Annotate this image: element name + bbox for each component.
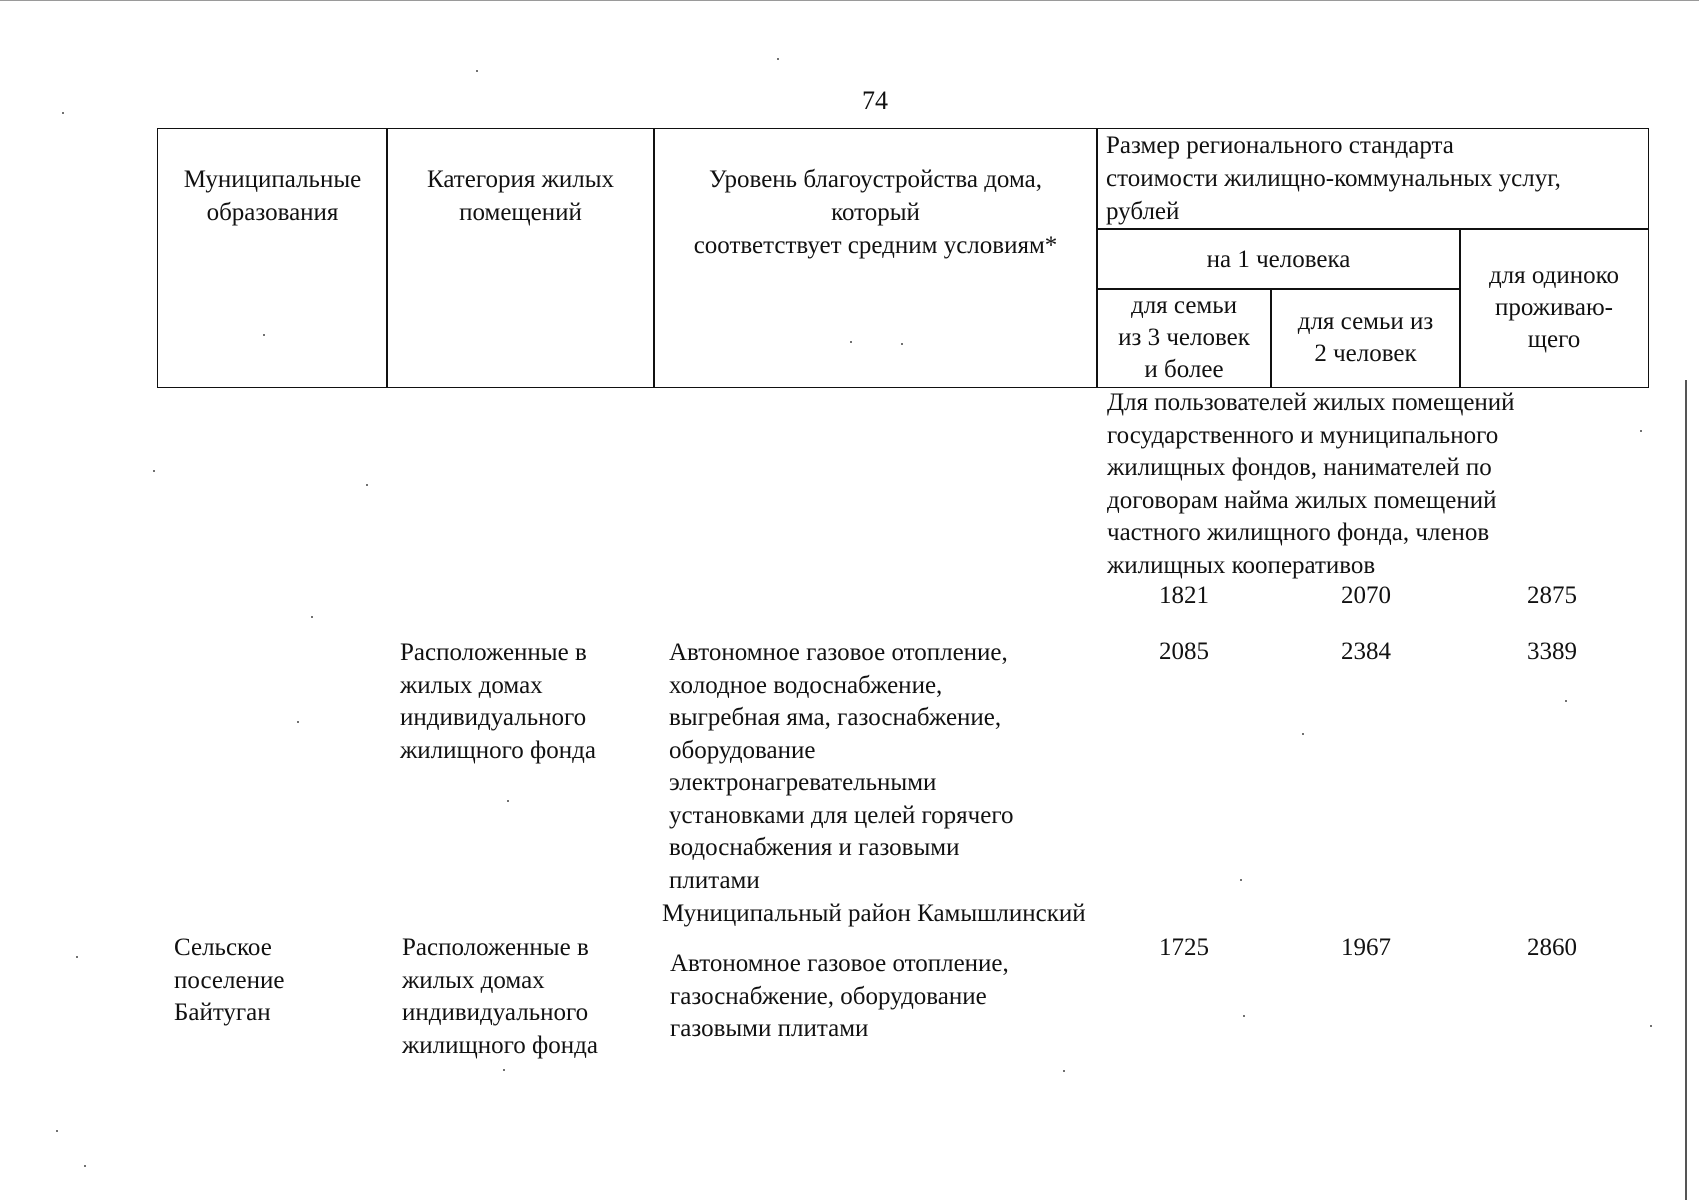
page-number: 74	[862, 86, 888, 115]
header-single: для одиноко проживаю- щего	[1488, 262, 1620, 353]
scan-speck	[850, 341, 852, 343]
header-category: Категория жилых помещений	[427, 166, 614, 226]
scan-right-edge	[1685, 380, 1687, 1200]
scan-speck	[507, 800, 509, 802]
scan-speck	[76, 956, 78, 958]
value-section1-single: 2875	[1527, 582, 1577, 609]
section-heading-users: Для пользователей жилых помещений государственного и муниципального жилищных фондов, нанимателей по договорам найма жилых помещений частного жилищного фонда, членов жилищных кооперативов	[1107, 389, 1515, 579]
scan-speck	[901, 343, 903, 345]
value-section1-family2: 2070	[1341, 582, 1391, 609]
scan-speck	[1302, 733, 1304, 735]
scan-speck	[62, 112, 64, 114]
value-row2-family2: 1967	[1341, 934, 1391, 961]
scan-speck	[777, 58, 779, 60]
value-row2-single: 2860	[1527, 934, 1577, 961]
header-municipal: Муниципальные образования	[183, 166, 362, 226]
header-family3: для семьи из 3 человек и более	[1118, 292, 1250, 383]
scan-speck	[1243, 1015, 1245, 1017]
scan-speck	[311, 616, 313, 618]
scan-speck	[1650, 1025, 1652, 1027]
district-heading: Муниципальный район Камышлинский	[662, 900, 1086, 927]
row2-category: Расположенные в жилых домах индивидуального жилищного фонда	[402, 934, 598, 1059]
value-row1-family2: 2384	[1341, 638, 1391, 665]
scan-speck	[56, 1130, 58, 1132]
scan-speck	[366, 484, 368, 486]
scan-speck	[476, 70, 478, 72]
header-per-person: на 1 человека	[1206, 246, 1351, 273]
scan-speck	[1063, 1070, 1065, 1072]
header-standard: Размер регионального стандарта стоимости жилищно-коммунальных услуг, рублей	[1106, 132, 1561, 225]
row2-level: Автономное газовое отопление, газоснабжение, оборудование газовыми плитами	[670, 950, 1009, 1042]
scan-speck	[1565, 700, 1567, 702]
scan-speck	[1240, 879, 1242, 881]
row1-level: Автономное газовое отопление, холодное водоснабжение, выгребная яма, газоснабжение, оборудование электронагревательными установками для целей горячего водоснабжения и газовыми плитами	[669, 639, 1014, 894]
scan-speck	[153, 470, 155, 472]
row2-municipal: Сельское поселение Байтуган	[174, 934, 285, 1026]
scan-speck	[263, 334, 265, 336]
row1-category: Расположенные в жилых домах индивидуального жилищного фонда	[400, 639, 596, 764]
header-family2: для семьи из 2 человек	[1297, 308, 1434, 367]
scan-speck	[297, 721, 299, 723]
scan-speck	[503, 1069, 505, 1071]
scan-speck	[84, 1165, 86, 1167]
scan-speck	[1640, 430, 1642, 432]
value-row1-single: 3389	[1527, 638, 1577, 665]
header-level: Уровень благоустройства дома, который соответствует средним условиям*	[693, 166, 1058, 259]
value-row1-family3: 2085	[1159, 638, 1209, 665]
scan-top-edge	[0, 0, 1699, 1]
value-section1-family3: 1821	[1159, 582, 1209, 609]
value-row2-family3: 1725	[1159, 934, 1209, 961]
